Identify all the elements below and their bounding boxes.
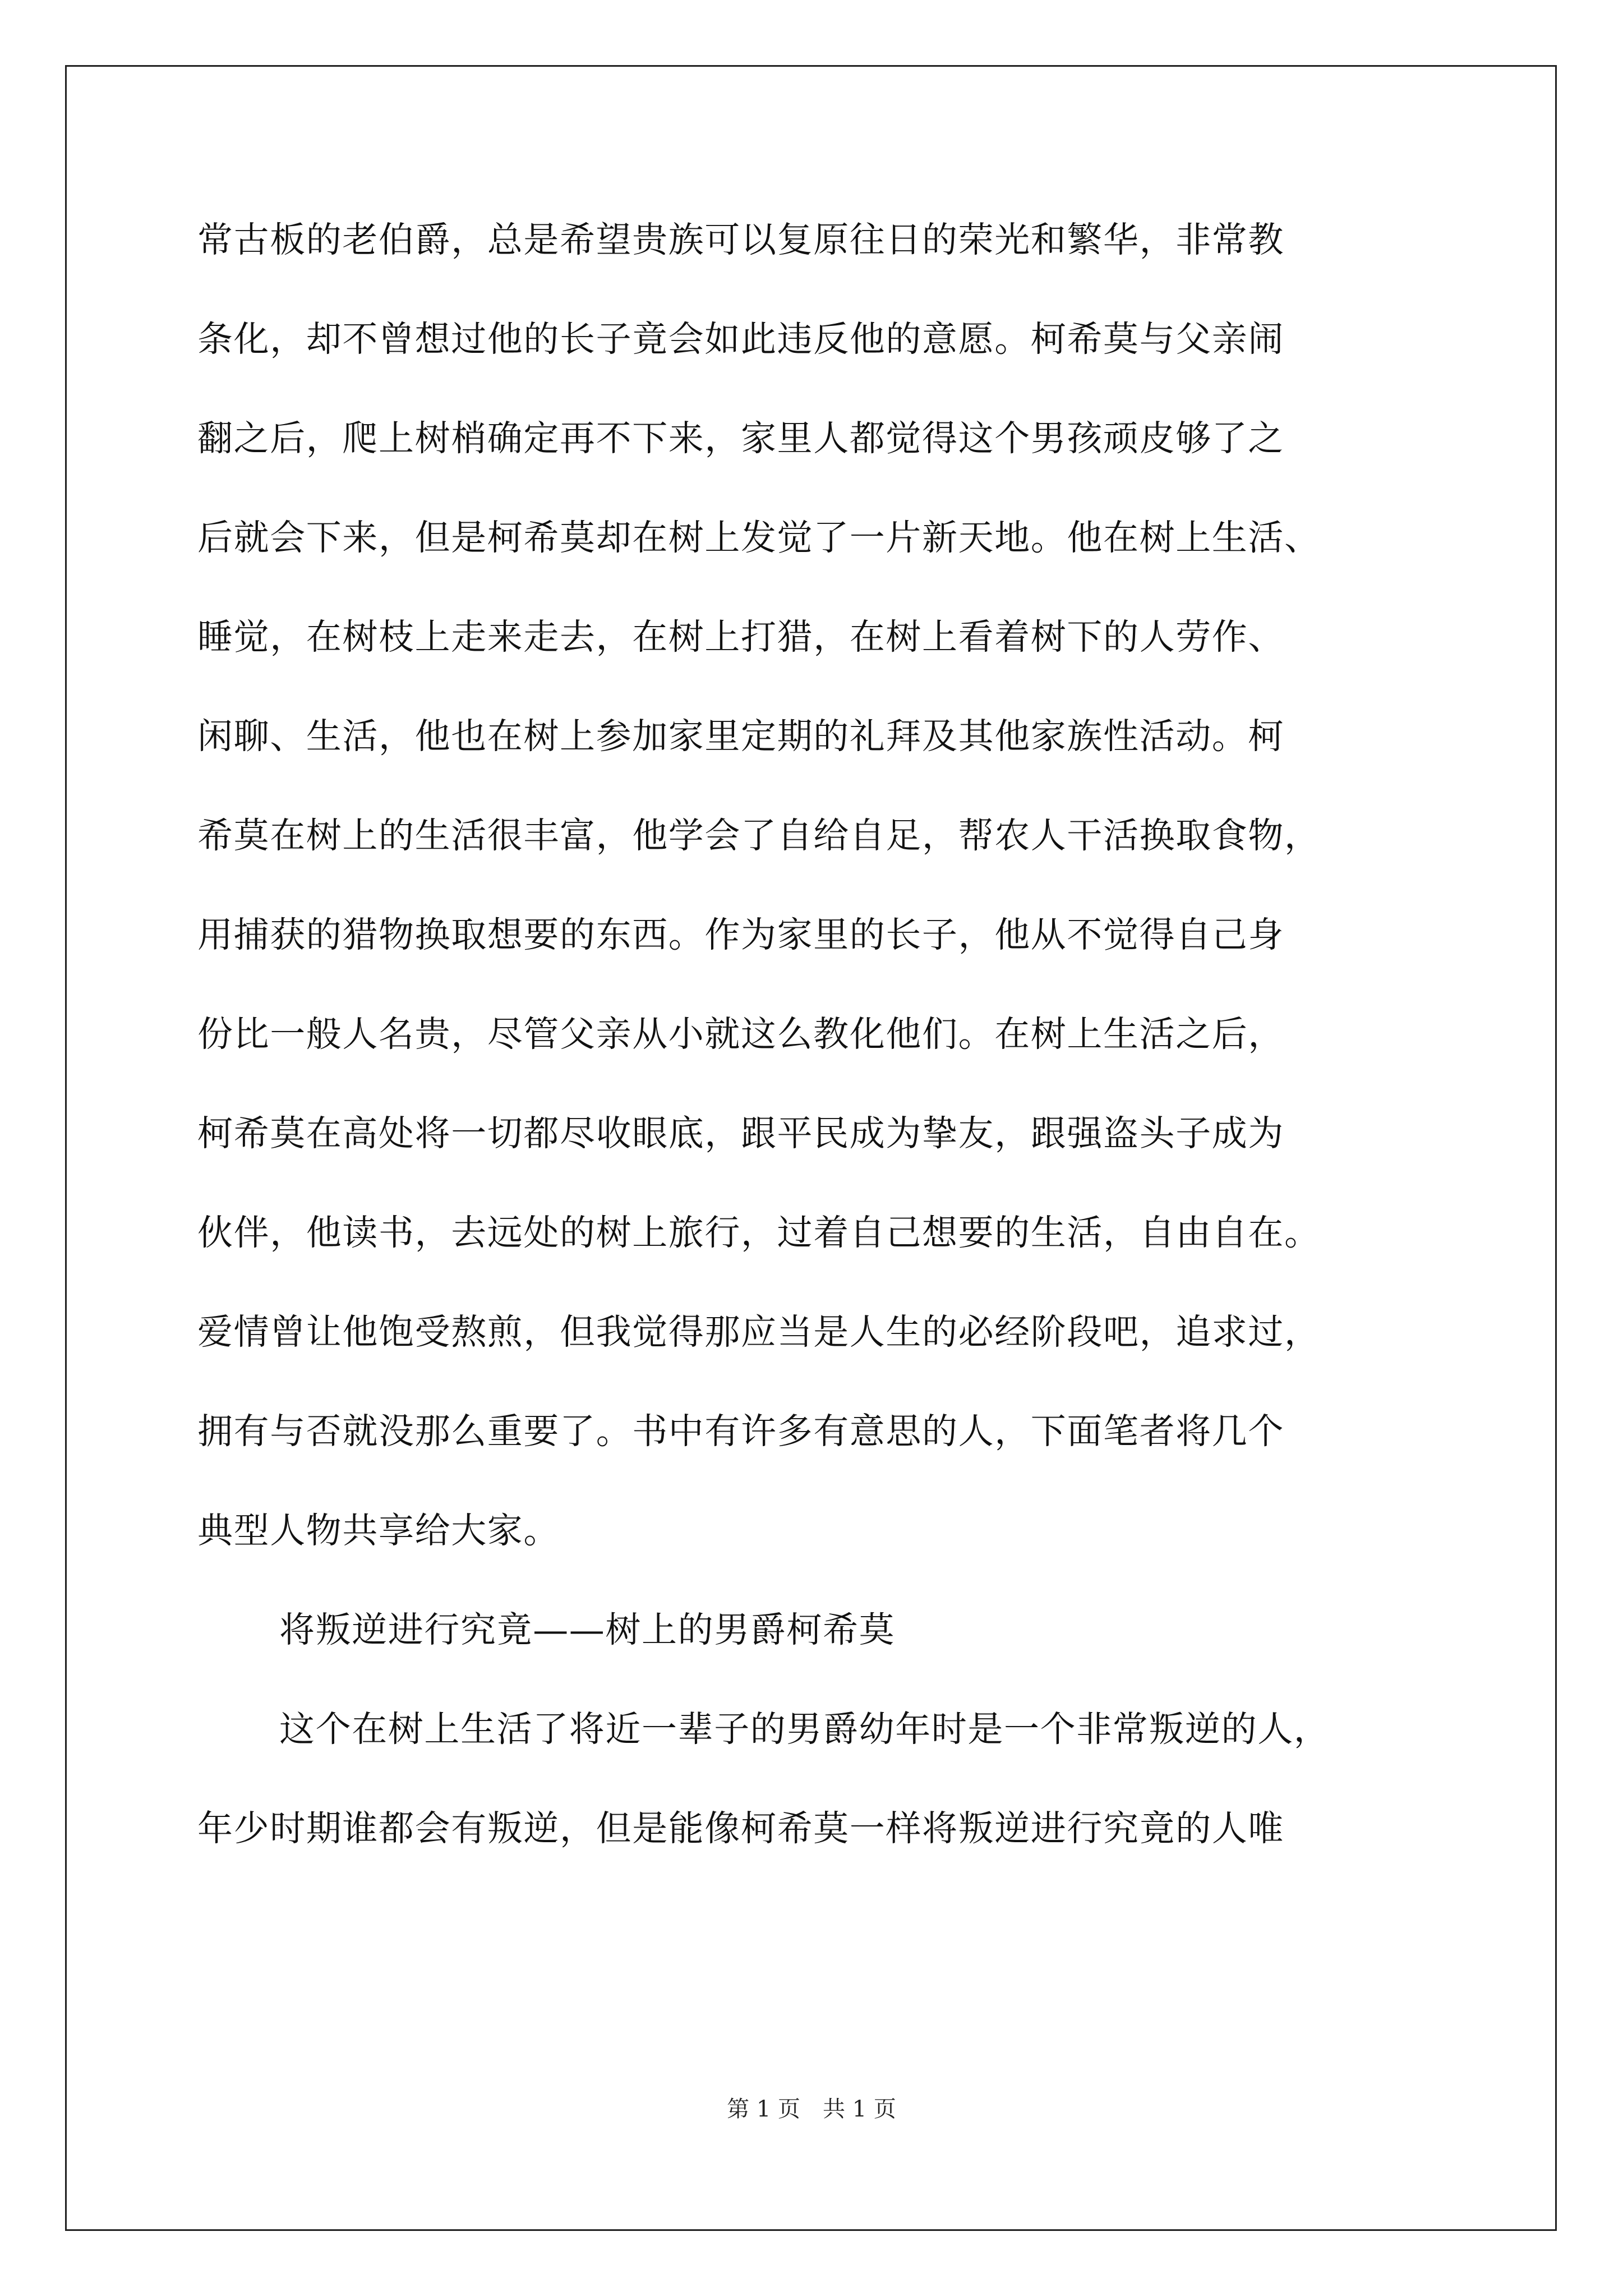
text-line: 爱情曾让他饱受熬煎，但我觉得那应当是人生的必经阶段吧，追求过， (197, 1312, 1321, 1352)
page-number: 第 1 页 共 1 页 (727, 2096, 896, 2122)
text-line: 这个在树上生活了将近一辈子的男爵幼年时是一个非常叛逆的人， (279, 1709, 1330, 1750)
text-line: 拥有与否就没那么重要了。书中有许多有意思的人，下面笔者将几个 (197, 1411, 1284, 1452)
text-line: 柯希莫在高处将一切都尽收眼底，跟平民成为挚友，跟强盗头子成为 (197, 1113, 1284, 1154)
text-line: 翻之后，爬上树梢确定再不下来，家里人都觉得这个男孩顽皮够了之 (197, 418, 1284, 459)
text-line: 份比一般人名贵，尽管父亲从小就这么教化他们。在树上生活之后， (197, 1014, 1284, 1055)
text-line: 常古板的老伯爵，总是希望贵族可以复原往日的荣光和繁华，非常教 (197, 219, 1284, 260)
text-line: 希莫在树上的生活很丰富，他学会了自给自足，帮农人干活换取食物， (197, 815, 1321, 856)
section-heading: 将叛逆进行究竟——树上的男爵柯希莫 (279, 1609, 896, 1650)
text-line: 典型人物共享给大家。 (197, 1510, 560, 1551)
document-body (197, 213, 1426, 1901)
text-line: 用捕获的猎物换取想要的东西。作为家里的长子，他从不觉得自己身 (197, 914, 1284, 955)
text-line: 年少时期谁都会有叛逆，但是能像柯希莫一样将叛逆进行究竟的人唯 (197, 1808, 1284, 1849)
text-line: 后就会下来，但是柯希莫却在树上发觉了一片新天地。他在树上生活、 (197, 517, 1321, 558)
text-line: 闲聊、生活，他也在树上参加家里定期的礼拜及其他家族性活动。柯 (197, 716, 1284, 757)
text-line: 条化，却不曾想过他的长子竟会如此违反他的意愿。柯希莫与父亲闹 (197, 319, 1284, 360)
text-line: 睡觉，在树枝上走来走去，在树上打猎，在树上看着树下的人劳作、 (197, 616, 1284, 657)
text-line: 伙伴，他读书，去远处的树上旅行，过着自己想要的生活，自由自在。 (197, 1212, 1321, 1253)
